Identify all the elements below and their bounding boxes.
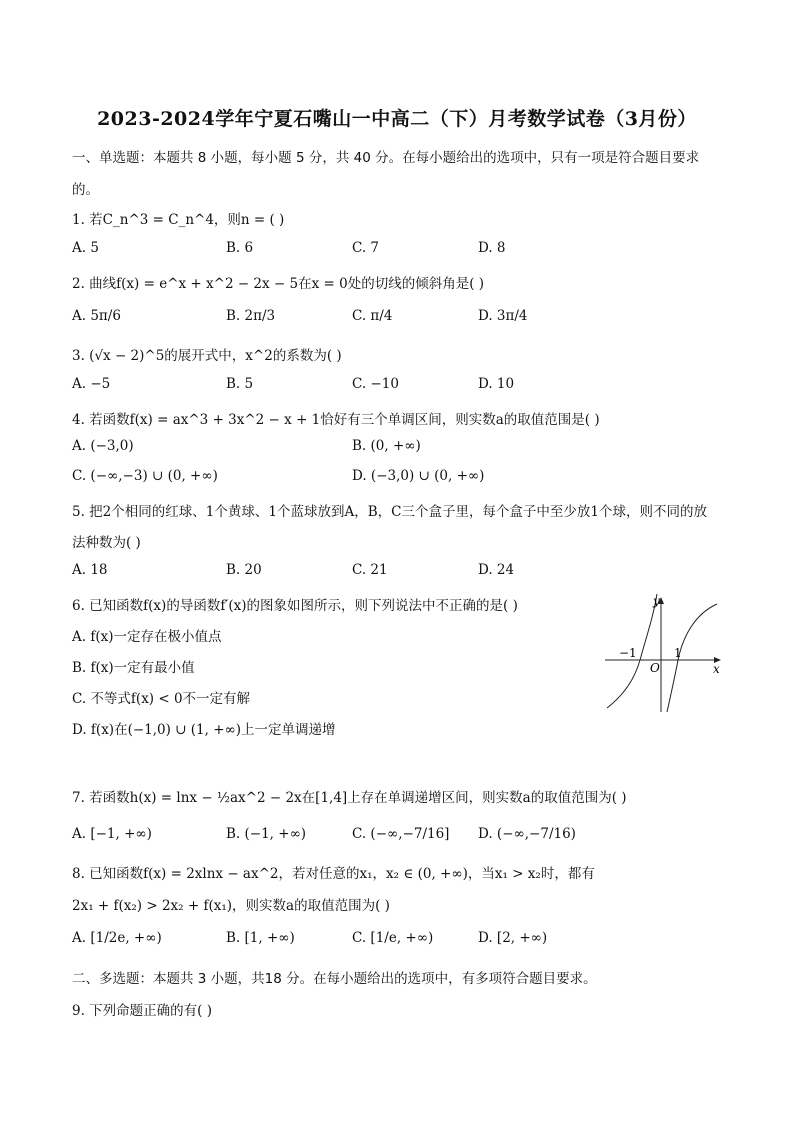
question-6-stem: 6. 已知函数f(x)的导函数f′(x)的图象如图所示，则下列说法中不正确的是( ) [72, 598, 518, 614]
question-2-stem: 2. 曲线f(x) = e^x + x^2 − 2x − 5在x = 0处的切线的倾斜角是( ) [72, 276, 485, 292]
q3-option-c: C. −10 [352, 376, 399, 392]
question-8-stem-line-1: 8. 已知函数f(x) = 2xlnx − ax^2，若对任意的x₁，x₂ ∈ (0, +∞)，当x₁ > x₂时，都有 [72, 866, 595, 882]
q7-option-c: C. (−∞,−7/16] [352, 826, 450, 842]
q7-option-b: B. (−1, +∞) [226, 826, 307, 842]
q6-option-c: C. 不等式f(x) < 0不一定有解 [72, 691, 251, 707]
graph-y-label: y [653, 594, 660, 608]
q6-option-d: D. f(x)在(−1,0) ∪ (1, +∞)上一定单调递增 [72, 722, 336, 738]
section-2-header: 二、多选题：本题共 3 小题，共18 分。在每小题给出的选项中，有多项符合题目要求。 [72, 971, 597, 987]
q3-option-b: B. 5 [226, 376, 254, 392]
graph-tick-pos: 1 [674, 646, 682, 660]
q1-option-c: C. 7 [352, 240, 380, 256]
graph-origin-label: O [650, 661, 660, 675]
question-9-stem: 9. 下列命题正确的有( ) [72, 1003, 212, 1019]
q8-option-b: B. [1, +∞) [226, 930, 295, 946]
question-5-stem-line-1: 5. 把2个相同的红球、1个黄球、1个蓝球放到A，B，C三个盒子里，每个盒子中至少放1个球，则不同的放 [72, 504, 708, 520]
question-5-stem-line-2: 法种数为( ) [72, 535, 141, 551]
q2-option-d: D. 3π/4 [478, 308, 528, 324]
q5-option-c: C. 21 [352, 562, 388, 578]
question-8-stem-line-2: 2x₁ + f(x₂) > 2x₂ + f(x₁)，则实数a的取值范围为( ) [72, 898, 390, 914]
section-1-header-line-1: 一、单选题：本题共 8 小题，每小题 5 分，共 40 分。在每小题给出的选项中，只有一项是符合题目要求 [72, 150, 700, 166]
q8-option-c: C. [1/e, +∞) [352, 930, 434, 946]
q4-option-b: B. (0, +∞) [352, 438, 421, 454]
q2-option-b: B. 2π/3 [226, 308, 276, 324]
question-7-stem: 7. 若函数h(x) = lnx − ½ax^2 − 2x在[1,4]上存在单调递增区间，则实数a的取值范围为( ) [72, 790, 627, 806]
q5-option-b: B. 20 [226, 562, 262, 578]
q4-option-d: D. (−3,0) ∪ (0, +∞) [352, 468, 485, 484]
q5-option-d: D. 24 [478, 562, 515, 578]
graph-tick-neg: −1 [619, 646, 637, 660]
derivative-graph [603, 592, 725, 714]
q4-option-a: A. (−3,0) [72, 438, 134, 454]
question-3-stem: 3. (√x − 2)^5的展开式中，x^2的系数为( ) [72, 348, 342, 364]
q2-option-a: A. 5π/6 [72, 308, 121, 324]
q5-option-a: A. 18 [72, 562, 108, 578]
q1-option-a: A. 5 [72, 240, 99, 256]
q1-option-d: D. 8 [478, 240, 506, 256]
question-1-stem: 1. 若C_n^3 = C_n^4，则n = ( ) [72, 212, 285, 228]
q8-option-d: D. [2, +∞) [478, 930, 548, 946]
q2-option-c: C. π/4 [352, 308, 393, 324]
q1-option-b: B. 6 [226, 240, 254, 256]
q7-option-a: A. [−1, +∞) [72, 826, 152, 842]
q7-option-d: D. (−∞,−7/16) [478, 826, 576, 842]
exam-title: 2023-2024学年宁夏石嘴山一中高二（下）月考数学试卷（3月份） [97, 108, 697, 130]
q6-option-b: B. f(x)一定有最小值 [72, 660, 195, 676]
graph-x-label: x [713, 662, 720, 676]
question-4-stem: 4. 若函数f(x) = ax^3 + 3x^2 − x + 1恰好有三个单调区间，则实数a的取值范围是( ) [72, 412, 600, 428]
q4-option-c: C. (−∞,−3) ∪ (0, +∞) [72, 468, 218, 484]
q3-option-a: A. −5 [72, 376, 111, 392]
q8-option-a: A. [1/2e, +∞) [72, 930, 162, 946]
section-1-header-line-2: 的。 [72, 182, 99, 198]
q3-option-d: D. 10 [478, 376, 515, 392]
q6-option-a: A. f(x)一定存在极小值点 [72, 629, 222, 645]
